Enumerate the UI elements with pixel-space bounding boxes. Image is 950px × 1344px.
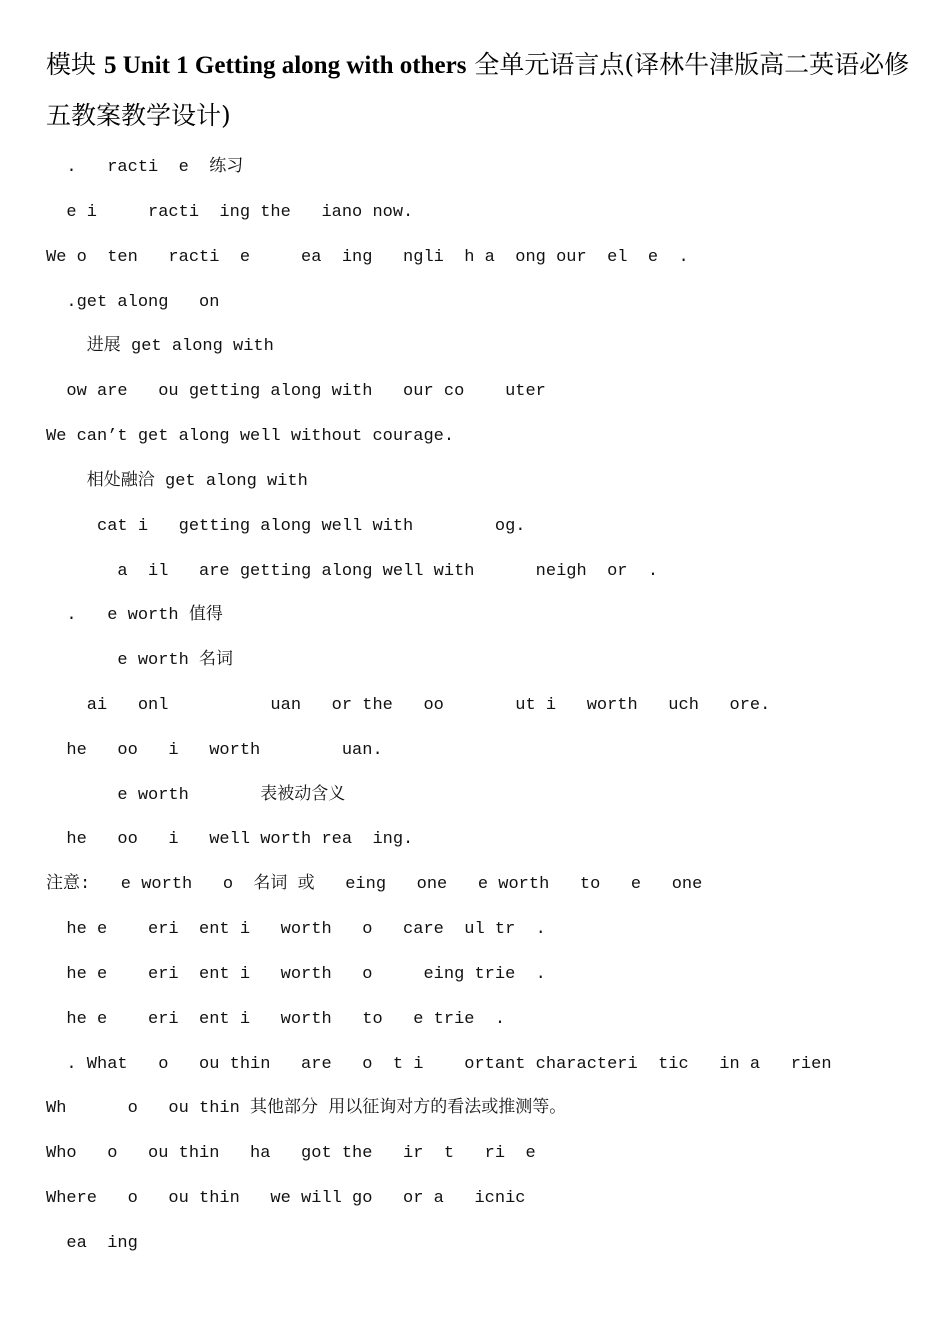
text-line: We can’t get along well without courage. [46,427,455,446]
text-line: he oo i well worth rea ing. [46,830,414,849]
text-line: he oo i worth uan. [46,741,383,760]
text-line: 进展 get along with [46,337,274,356]
text-line: 注意: e worth o 名词 或 eing one e worth to e one [46,875,703,894]
text-line: he e eri ent i worth o care ul tr . [46,920,546,939]
page-title [46,40,916,141]
title-prefix: 模块 [46,50,104,79]
text-line: he e eri ent i worth to e trie . [46,1010,506,1029]
text-line: Where o ou thin we will go or a icnic [46,1189,526,1208]
text-line: e worth 表被动含义 [46,786,346,805]
text-line: ai onl uan or the oo ut i worth uch ore. [46,696,771,715]
text-line: . What o ou thin are o t i ortant characteri tic in a rien [46,1055,832,1074]
text-line: ow are ou getting along with our co uter [46,382,546,401]
title-suffix: 全单元语言点(译林牛津版高二英语必修五教案教学设计) [46,50,910,130]
text-line: . racti e 练习 [46,158,244,177]
text-line: We o ten racti e ea ing ngli h a ong our el e . [46,248,689,267]
text-line: Wh o ou thin 其他部分 用以征询对方的看法或推测等。 [46,1099,567,1118]
text-line: cat i getting along well with og. [46,517,526,536]
title-bold: 5 Unit 1 Getting along with others [103,52,467,79]
text-line: .get along on [46,293,220,312]
text-line: ea ing [46,1234,138,1253]
text-line: he e eri ent i worth o eing trie . [46,965,546,984]
text-line: Who o ou thin ha got the ir t ri e [46,1144,536,1163]
text-line: e worth 名词 [46,651,234,670]
text-line: e i racti ing the iano now. [46,203,414,222]
text-line: 相处融洽 get along with [46,472,308,491]
text-line: a il are getting along well with neigh or . [46,562,659,581]
text-line: . e worth 值得 [46,606,223,625]
